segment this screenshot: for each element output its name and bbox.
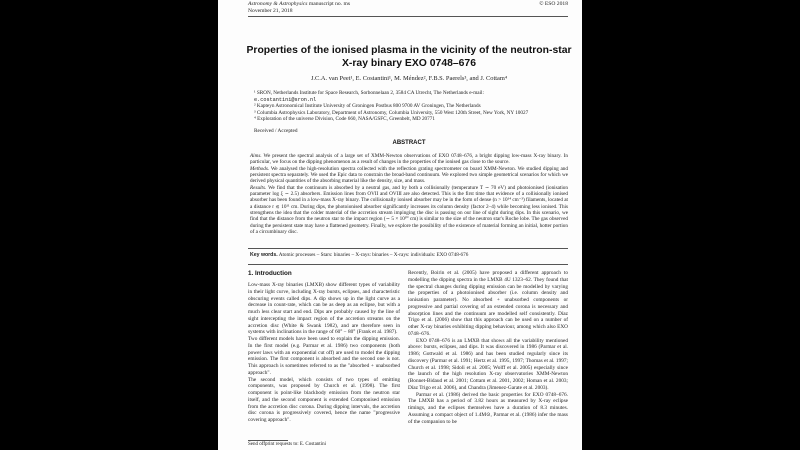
- paper-page: [218, 0, 582, 450]
- right-column: [408, 270, 568, 425]
- intro-paragraph-3: The second model, which consists of two types of emitting components, was proposed by Church et al. (1998). The first component is point-like blackbody emission from the neutron star itself, and the second component is extended Comptonised emission from the accretion disc corona. During dipping intervals, the accretion disc corona is progressively covered, hence the name "progressive covering approach".: [248, 376, 400, 423]
- affiliation-1: ¹ SRON, Netherlands Institute for Space Research, Sorbonnelaan 2, 3584 CA Utrecht, The Netherlands e-mail:: [254, 90, 484, 96]
- abstract-aims: [250, 153, 568, 166]
- keywords-rule: [248, 264, 568, 265]
- paper-title: [244, 45, 574, 70]
- left-column: [248, 282, 400, 424]
- affiliations: [254, 90, 566, 123]
- aims-text: We present the spectral analysis of a large set of XMM-Newton observations of EXO 0748–676, a bright dipping low-mass X-ray binary. In particular, we focus on the dipping phenomenon as a result of changes in the properties of the ionised gas close to the source.: [250, 153, 569, 166]
- title-line-1: Properties of the ionised plasma in the vicinity of the neutron-star: [246, 45, 572, 56]
- abstract-rule: [248, 248, 568, 249]
- affiliation-1-email: e.costantini@sron.nl: [254, 96, 317, 103]
- title-line-2: X-ray binary EXO 0748–676: [341, 57, 476, 69]
- affiliation-2: ² Kapteyn Astronomical Institute University of Groningen Postbus 800 9700 AV Groningen, The Netherlands: [254, 103, 481, 110]
- intro-paragraph-6: Parmar et al. (1986) derived the basic properties for EXO 0748–676. The LMXB has a period of 3.82 hours as measured by X-ray eclipse timings, and the eclipses themselves have a duration of 8.3 minutes. Assuming a compact object of 1.4M⊙, Parmar et al. (1986) infer the mass of the companion to be: [408, 391, 568, 425]
- keywords: [250, 252, 568, 258]
- affiliation-4: ⁴ Exploration of the universe Division, Code 660, NASA/GSFC, Greenbelt, MD 20771: [254, 116, 435, 123]
- running-header: [248, 1, 350, 15]
- keywords-text: Atomic processes – Stars: binaries – X-rays: binaries – X-rays: individuals: EXO 0748-676: [278, 252, 469, 258]
- intro-paragraph-1: Low-mass X-ray binaries (LMXB) show different types of variability in their light curve, including X-ray bursts, eclipses, and characteristic obscuring events called dips. A dip shows up in the light curve as a decrease in count-rate, which can be as deep as an eclipse, but with a much less clear start and end. Dips are probably caused by the line of sight intercepting the impact region of the accretion streams on the accretion disc (White & Swank 1982), and are therefore seen in systems with inclinations in the range of 60° − 80° (Frank et al. 1987).: [248, 282, 400, 336]
- methods-label: Methods.: [250, 165, 270, 172]
- manuscript-number: manuscript no. ms: [308, 1, 351, 7]
- aims-label: Aims.: [250, 153, 262, 159]
- header-date: November 21, 2018: [248, 8, 293, 14]
- copyright-notice: © ESO 2018: [539, 1, 568, 7]
- header-rule: [248, 16, 568, 17]
- abstract-heading: ABSTRACT: [392, 140, 426, 146]
- keywords-label: Key words.: [250, 252, 278, 258]
- abstract-results: [250, 185, 568, 236]
- intro-paragraph-2: Two different models have been used to explain the dipping emission. In the first model (e.g. Parmar et al. 1986) two components (both power laws with an exponential cut off) are used to model the dipping emission. The first component is absorbed and the second one is not. This approach is sometimes referred to as the "absorbed + unabsorbed approach".: [248, 336, 400, 376]
- results-text: We find that the continuum is absorbed by a neutral gas, and by both a collisionally (temperature T ∼ 70 eV) and photoionised (ionisation parameter log ξ ∼ 2.5) absorbers. Emission lines from OVII and OVIII are also detected. This is the first time that evidence of a collisionally ionised absorber has been found in a low-mass X-ray binary. The collisionally ionised absorber may be in the form of dense (n > 10¹⁴ cm⁻³) filaments, located at a distance r ≲ 10¹¹ cm. During dips, the photoionised absorber significantly increases its column density (factor 2–4) while becoming less ionised. This strengthens the idea that the colder material of the accretion stream impinging the disc is passing on our line of sight during dips. In this scenario, we find that the distance from the neutron star to the impact region (∼ 5 × 10¹⁰ cm) is similar to the size of the neutron star's Roche lobe. The gas observed during the persistent state may have a flattened geometry. Finally, we explore the possibility of the existence of material forming an initial, hotter portion of a circumbinary disc.: [250, 184, 568, 236]
- methods-text: We analysed the high-resolution spectra collected with the reflection grating spectrometer on board XMM-Newton. We studied dipping and persistent spectra separately. We used the Epic data to constrain the broad-band continuum. We explored two simple geometrical scenarios for which we derived physical quantities of the absorbing material like the density, size, and mass.: [250, 165, 568, 185]
- journal-name: Astronomy & Astrophysics: [248, 1, 308, 7]
- intro-paragraph-4: Recently, Boirin et al. (2005) have proposed a different approach to modelling the dipping spectra in the LMXB 4U 1323–62. They found that the spectral changes during dipping emission can be modelled by varying the properties of a photoionised absorber (i.e. column density and ionisation parameter). No absorbed + unabsorbed components or progressive and partial covering of an extended corona is necessary and absorption lines and the continuum are modelled self consistently. Díaz Trigo et al. (2006) show that this approach can be used on a number of other X-ray binaries exhibiting dipping behaviour, among which also EXO 0748–676.: [408, 270, 568, 337]
- author-list: J.C.A. van Peet¹, E. Costantini¹, M. Méndez², F.B.S. Paerels³, and J. Cottam⁴: [310, 75, 508, 82]
- footnote-rule: [248, 440, 288, 441]
- affiliation-3: ³ Columbia Astrophysics Laboratory, Department of Astronomy, Columbia University, 550 West 120th Street, New York, NY 10027: [254, 109, 529, 116]
- results-label: Results.: [250, 184, 267, 191]
- received-accepted: Received / Accepted: [254, 128, 298, 134]
- footnote: Send offprint requests to: E. Costantini: [248, 442, 326, 447]
- abstract-body: [250, 153, 568, 235]
- abstract-methods: [250, 166, 568, 185]
- intro-paragraph-5: EXO 0748–676 is an LMXB that shows all the variability mentioned above: bursts, eclipses, and dips. It was discovered in 1986 (Parmar et al. 1986; Gottwald et al. 1986) and has been studied regularly since its discovery (Parmar et al. 1991; Hertz et al. 1995, 1997; Thomas et al. 1997; Church et al. 1998; Sidoli et al. 2005; Wolff et al. 2005) especially since the launch of the high resolution X-ray observatories XMM-Newton (Bonnet-Bidaud et al. 2001; Cottam et al. 2001, 2002; Homan et al. 2003; Díaz Trigo et al. 2006), and Chandra (Jimenez-Garate et al. 2003).: [408, 337, 568, 391]
- section-heading-introduction: 1. Introduction: [248, 270, 292, 277]
